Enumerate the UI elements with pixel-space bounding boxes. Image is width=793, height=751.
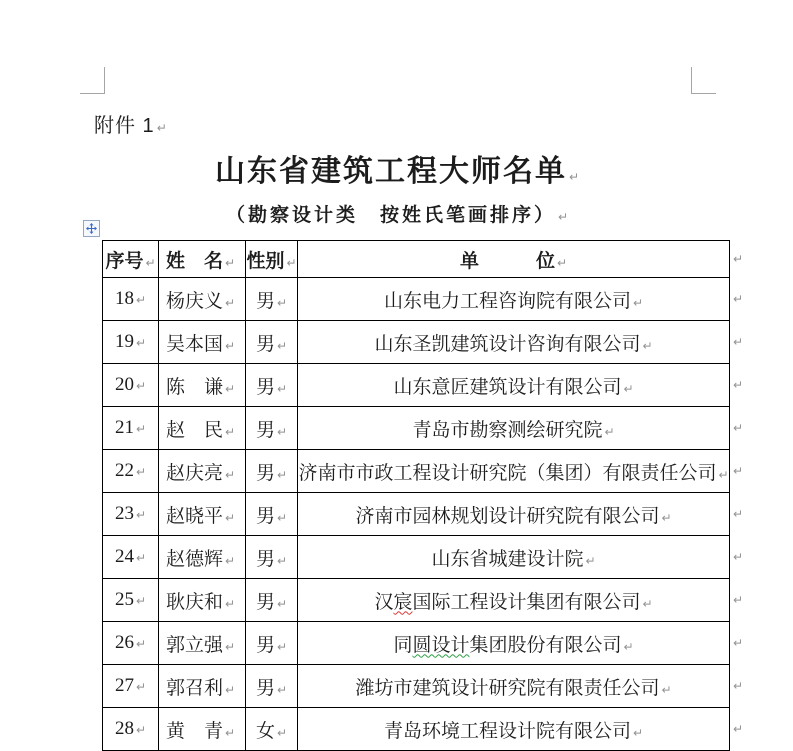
header-cell-0[interactable]	[103, 241, 159, 278]
cell-unit[interactable]	[298, 665, 730, 708]
title-line[interactable]	[103, 146, 691, 190]
table-row	[103, 407, 730, 450]
cell-end-mark: ↵	[642, 596, 653, 611]
page-subtitle: （勘察设计类 按姓氏笔画排序）	[225, 205, 556, 226]
row-number: 19	[114, 331, 134, 352]
cell-no[interactable]	[103, 364, 159, 407]
cell-end-mark: ↵	[276, 725, 288, 740]
cell-end-mark: ↵	[556, 255, 568, 270]
row-end-mark: ↵	[733, 251, 744, 266]
cell-end-mark: ↵	[276, 467, 288, 482]
cell-unit[interactable]	[298, 708, 730, 751]
cell-gender[interactable]	[246, 321, 298, 364]
cell-end-mark: ↵	[225, 510, 236, 525]
unit-text: 圆设计	[412, 634, 470, 656]
cell-unit[interactable]	[298, 407, 730, 450]
person-gender: 女	[255, 720, 275, 742]
row-number: 21	[114, 417, 134, 438]
cell-gender[interactable]	[246, 536, 298, 579]
cell-end-mark: ↵	[135, 293, 147, 307]
unit-text: 山东意匠建筑设计有限公司	[393, 376, 622, 398]
cell-unit[interactable]	[298, 450, 730, 493]
person-gender: 男	[255, 419, 275, 441]
unit-text: 国际工程设计集团有限公司	[412, 591, 641, 613]
row-number: 23	[114, 503, 134, 524]
cell-end-mark: ↵	[135, 379, 147, 393]
row-number: 25	[114, 589, 134, 610]
unit-text: 山东电力工程咨询院有限公司	[383, 290, 631, 312]
person-name: 黄 青	[166, 720, 224, 742]
cell-end-mark: ↵	[718, 467, 729, 482]
cell-end-mark: ↵	[276, 510, 288, 525]
person-name: 郭召利	[166, 677, 224, 699]
cell-gender[interactable]	[246, 622, 298, 665]
row-number: 20	[114, 374, 134, 395]
person-name: 耿庆和	[166, 591, 224, 613]
attachment-label-text: 附件 1	[94, 115, 155, 137]
person-name: 郭立强	[166, 634, 224, 656]
cell-end-mark: ↵	[585, 553, 596, 568]
cell-gender[interactable]	[246, 278, 298, 321]
cell-end-mark: ↵	[225, 639, 236, 654]
unit-text: 济南市园林规划设计研究院有限公司	[355, 505, 660, 527]
header-cell-3[interactable]	[298, 241, 730, 278]
cell-end-mark: ↵	[135, 422, 147, 436]
cell-end-mark: ↵	[632, 295, 644, 310]
cell-end-mark: ↵	[135, 336, 147, 350]
row-end-mark: ↵	[733, 635, 744, 650]
row-number: 28	[114, 718, 134, 739]
cell-end-mark: ↵	[276, 682, 288, 697]
cell-name[interactable]	[159, 493, 246, 536]
unit-text: 山东圣凯建筑设计咨询有限公司	[374, 333, 641, 355]
unit-text: 青岛市勘察测绘研究院	[412, 419, 603, 441]
person-gender: 男	[255, 634, 275, 656]
cell-name[interactable]	[159, 665, 246, 708]
table-row	[103, 579, 730, 622]
cell-unit[interactable]	[298, 278, 730, 321]
person-gender: 男	[255, 505, 275, 527]
row-end-mark: ↵	[733, 678, 744, 693]
paragraph-mark: ↵	[568, 170, 580, 184]
cell-end-mark: ↵	[604, 424, 615, 439]
header-cell-1[interactable]	[159, 241, 246, 278]
paragraph-mark: ↵	[156, 121, 167, 135]
cell-end-mark: ↵	[642, 338, 653, 353]
cell-name[interactable]	[159, 364, 246, 407]
margin-corner-top-left	[80, 67, 105, 94]
cell-gender[interactable]	[246, 579, 298, 622]
cell-no[interactable]	[103, 665, 159, 708]
person-name: 赵 民	[166, 419, 224, 441]
table-row	[103, 622, 730, 665]
row-end-mark: ↵	[733, 377, 744, 392]
masters-table	[102, 240, 730, 751]
table-row	[103, 278, 730, 321]
person-name: 赵庆亮	[166, 462, 224, 484]
cell-no[interactable]	[103, 493, 159, 536]
page-title: 山东省建筑工程大师名单	[214, 155, 567, 188]
cell-end-mark: ↵	[225, 381, 236, 396]
cell-gender[interactable]	[246, 450, 298, 493]
person-gender: 男	[255, 333, 275, 355]
header-cell-text: 性别	[246, 250, 285, 272]
cell-end-mark: ↵	[276, 596, 288, 611]
unit-text: 青岛环境工程设计院有限公司	[383, 720, 631, 742]
cell-end-mark: ↵	[276, 639, 288, 654]
table-row	[103, 665, 730, 708]
cell-end-mark: ↵	[276, 381, 288, 396]
cell-unit[interactable]	[298, 321, 730, 364]
margin-corner-top-right	[691, 67, 716, 94]
cell-end-mark: ↵	[225, 255, 236, 270]
cell-gender[interactable]	[246, 708, 298, 751]
cell-name[interactable]	[159, 579, 246, 622]
cell-name[interactable]	[159, 536, 246, 579]
cell-end-mark: ↵	[623, 639, 634, 654]
cell-end-mark: ↵	[661, 510, 672, 525]
person-name: 赵德辉	[166, 548, 224, 570]
unit-text: 同	[393, 634, 413, 656]
person-name: 赵晓平	[166, 505, 224, 527]
row-end-mark: ↵	[733, 463, 744, 478]
cell-end-mark: ↵	[225, 424, 236, 439]
cell-end-mark: ↵	[276, 338, 288, 353]
attachment-label[interactable]	[94, 109, 167, 138]
cell-no[interactable]	[103, 579, 159, 622]
table-row	[103, 536, 730, 579]
person-gender: 男	[255, 677, 275, 699]
cell-end-mark: ↵	[225, 338, 236, 353]
cell-no[interactable]	[103, 407, 159, 450]
cell-end-mark: ↵	[145, 255, 156, 270]
cell-no[interactable]	[103, 536, 159, 579]
cell-gender[interactable]	[246, 407, 298, 450]
cell-end-mark: ↵	[135, 594, 147, 608]
table-header-row	[103, 241, 730, 278]
person-gender: 男	[255, 462, 275, 484]
cell-end-mark: ↵	[135, 551, 147, 565]
row-number: 22	[114, 460, 134, 481]
row-end-mark: ↵	[733, 420, 744, 435]
row-end-marks	[733, 240, 743, 750]
cell-name[interactable]	[159, 321, 246, 364]
person-gender: 男	[255, 548, 275, 570]
cell-end-mark: ↵	[276, 295, 288, 310]
cell-unit[interactable]	[298, 493, 730, 536]
cell-end-mark: ↵	[225, 553, 236, 568]
table-row	[103, 450, 730, 493]
cell-unit[interactable]	[298, 579, 730, 622]
row-end-mark: ↵	[733, 549, 744, 564]
cell-end-mark: ↵	[225, 467, 236, 482]
cell-end-mark: ↵	[276, 553, 288, 568]
unit-text: 汉	[374, 591, 394, 613]
cell-name[interactable]	[159, 407, 246, 450]
table-move-handle[interactable]	[83, 220, 100, 237]
cell-name[interactable]	[159, 278, 246, 321]
table-row	[103, 321, 730, 364]
cell-gender[interactable]	[246, 665, 298, 708]
table-row	[103, 364, 730, 407]
header-cell-text: 姓 名	[166, 250, 224, 272]
cell-end-mark: ↵	[135, 723, 147, 737]
cell-gender[interactable]	[246, 364, 298, 407]
cell-no[interactable]	[103, 278, 159, 321]
cell-gender[interactable]	[246, 493, 298, 536]
cell-end-mark: ↵	[276, 424, 288, 439]
row-number: 24	[114, 546, 134, 567]
table-row	[103, 708, 730, 751]
person-gender: 男	[255, 290, 275, 312]
cell-no[interactable]	[103, 450, 159, 493]
row-end-mark: ↵	[733, 506, 744, 521]
cell-end-mark: ↵	[661, 682, 672, 697]
cell-end-mark: ↵	[225, 295, 236, 310]
subtitle-line[interactable]	[103, 200, 691, 227]
person-gender: 男	[255, 591, 275, 613]
row-end-mark: ↵	[733, 291, 744, 306]
person-name: 吴本国	[166, 333, 224, 355]
cell-end-mark: ↵	[135, 465, 147, 479]
person-name: 杨庆义	[166, 290, 224, 312]
cell-end-mark: ↵	[135, 508, 147, 522]
row-end-mark: ↵	[733, 334, 744, 349]
unit-text: 潍坊市建筑设计研究院有限责任公司	[355, 677, 660, 699]
move-icon	[86, 223, 97, 234]
cell-no[interactable]	[103, 622, 159, 665]
unit-text: 宸	[393, 591, 413, 613]
person-gender: 男	[255, 376, 275, 398]
unit-text: 山东省城建设计院	[431, 548, 584, 570]
row-number: 18	[114, 288, 134, 309]
cell-name[interactable]	[159, 450, 246, 493]
cell-name[interactable]	[159, 622, 246, 665]
unit-text: 集团股份有限公司	[469, 634, 622, 656]
header-cell-text: 序号	[105, 250, 144, 272]
row-number: 27	[114, 675, 134, 696]
cell-end-mark: ↵	[225, 682, 236, 697]
paragraph-mark: ↵	[557, 210, 569, 224]
cell-name[interactable]	[159, 708, 246, 751]
cell-end-mark: ↵	[286, 255, 297, 270]
row-end-mark: ↵	[733, 721, 744, 736]
cell-end-mark: ↵	[135, 680, 147, 694]
row-end-mark: ↵	[733, 592, 744, 607]
cell-unit[interactable]	[298, 536, 730, 579]
cell-end-mark: ↵	[632, 725, 644, 740]
header-cell-text: 单 位	[459, 250, 555, 272]
cell-unit[interactable]	[298, 364, 730, 407]
row-number: 26	[114, 632, 134, 653]
table-row	[103, 493, 730, 536]
cell-unit[interactable]	[298, 622, 730, 665]
cell-end-mark: ↵	[623, 381, 634, 396]
header-cell-2[interactable]	[246, 241, 298, 278]
cell-end-mark: ↵	[135, 637, 147, 651]
unit-text: 济南市市政工程设计研究院（集团）有限责任公司	[298, 462, 717, 484]
cell-end-mark: ↵	[225, 596, 236, 611]
cell-no[interactable]	[103, 321, 159, 364]
cell-no[interactable]	[103, 708, 159, 751]
person-name: 陈 谦	[166, 376, 224, 398]
cell-end-mark: ↵	[225, 725, 236, 740]
